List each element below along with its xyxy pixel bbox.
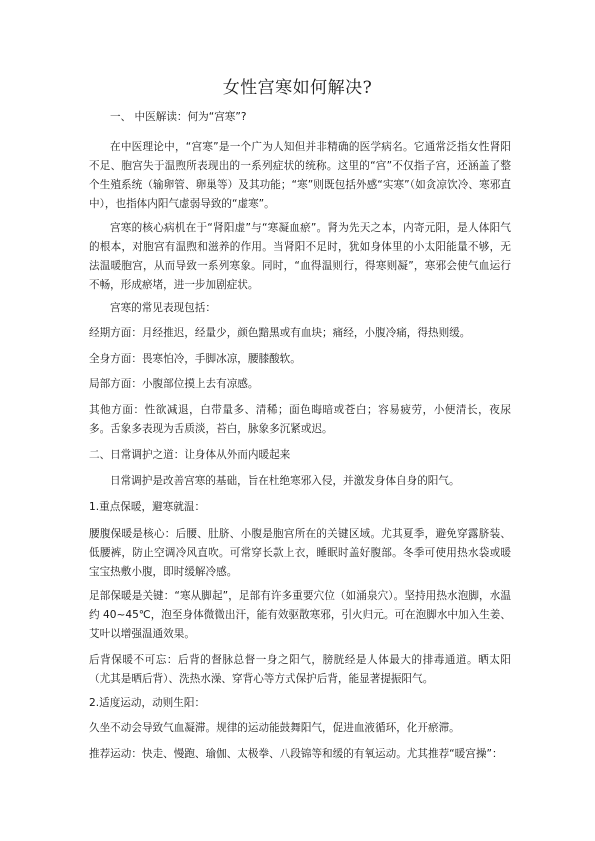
- paragraph-13: 推荐运动：快走、慢跑、瑜伽、太极拳、八段锦等和缓的有氧运动。尤其推荐“暖宫操”：: [89, 748, 503, 760]
- section-2-heading: 二、日常调护之道：让身体从外而内暖起来: [89, 449, 291, 461]
- paragraph-5: 全身方面：畏寒怕冷，手脚冰凉，腰膝酸软。: [89, 353, 301, 365]
- subsection-2-1-heading: 1.重点保暖，避寒就温：: [89, 501, 206, 513]
- paragraph-1: 在中医理论中，“宫寒”是一个广为人知但并非精确的医学病名。它通常泛指女性肾阳不足、胞宫失于温煦所表现出的一系列症状的统称。这里的“宫”不仅指子宫，还涵盖了整个生殖系统（输卵管、卵巢等）及其功能；“寒”则既包括外感“实寒”（如贪凉饮冷、寒邪直中），也指体内阳气虚弱导致的“虚寒”。: [89, 141, 511, 210]
- paragraph-6: 局部方面：小腹部位摸上去有凉感。: [89, 378, 259, 390]
- paragraph-2: 宫寒的核心病机在于“肾阳虚”与“寒凝血瘀”。肾为先天之本，内寄元阳，是人体阳气的根本，对胞宫有温煦和滋养的作用。当肾阳不足时，犹如身体里的小太阳能量不够，无法温暖胞宫，从而导致一系列寒象。同时，“血得温则行，得寒则凝”，寒邪会使气血运行不畅，形成瘀堵，进一步加剧症状。: [89, 222, 511, 291]
- paragraph-9: 腰腹保暖是核心：后腰、肚脐、小腹是胞宫所在的关键区域。尤其夏季，避免穿露脐装、低腰裤，防止空调冷风直吹。可常穿长款上衣，睡眠时盖好腹部。冬季可使用热水袋或暖宝宝热敷小腹，即时缓解冷感。: [89, 528, 511, 578]
- paragraph-7: 其他方面：性欲减退，白带量多、清稀；面色晦暗或苍白；容易疲劳，小便清长，夜尿多。舌象多表现为舌质淡，苔白，脉象多沉紧或迟。: [89, 404, 511, 435]
- section-1-heading: 一、 中医解读：何为“宫寒”?: [110, 111, 247, 123]
- paragraph-3: 宫寒的常见表现包括：: [110, 302, 216, 314]
- paragraph-10: 足部保暖是关键：“寒从脚起”，足部有许多重要穴位（如涌泉穴）。坚持用热水泡脚，水温约 40~45℃，泡至身体微微出汗，能有效驱散寒邪，引火归元。可在泡脚水中加入生姜、艾叶以增强温通效果。: [89, 590, 511, 640]
- subsection-2-2-heading: 2.适度运动，动则生阳：: [89, 697, 206, 709]
- document-title: 女性宫寒如何解决?: [222, 78, 373, 98]
- paragraph-11: 后背保暖不可忘：后背的督脉总督一身之阳气，膀胱经是人体最大的排毒通道。晒太阳（尤其是晒后背）、洗热水澡、穿背心等方式保护后背，能显著提振阳气。: [89, 654, 511, 685]
- paragraph-12: 久坐不动会导致气血凝滞。规律的运动能鼓舞阳气，促进血液循环，化开瘀滞。: [89, 722, 460, 734]
- paragraph-4: 经期方面：月经推迟，经量少，颜色黯黑或有血块；痛经，小腹冷痛，得热则缓。: [89, 327, 471, 339]
- paragraph-8: 日常调护是改善宫寒的基础，旨在杜绝寒邪入侵，并激发身体自身的阳气。: [110, 475, 460, 487]
